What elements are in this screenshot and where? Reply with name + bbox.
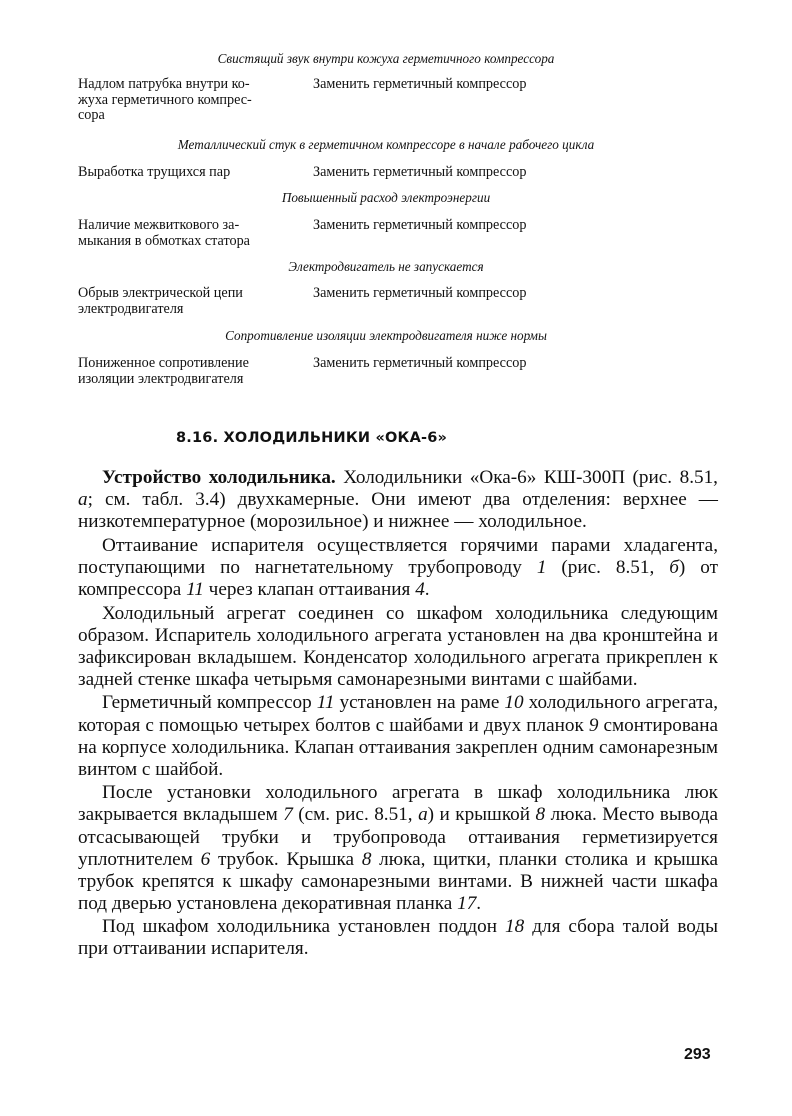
figure-reference: 6 [200,848,211,870]
fault-cause: Выработка трущихся пар [78,164,231,180]
figure-reference: 11 [316,692,335,714]
body-paragraph: После установки холодильного агрегата в шкаф холодильника люк закрывается вкладышем 7 (см. рис. 8.51, а) и крышкой 8 люка. Место вывода отсасывающей трубки и трубопровода оттаивания герметизируется уплотнителем 6 трубок. Крышка 8 люка, щитки, планки столика и крышка трубок крепятся к шкафу самонарезными винтами. В нижней части шкафа под дверью установлена декоративная планка 17. [78,782,719,914]
fault-remedy: Заменить герметичный компрессор [313,285,527,301]
figure-reference: 9 [588,714,599,736]
fault-heading: Сопротивление изоляции электродвигателя ниже нормы [225,328,547,343]
figure-reference: 10 [504,692,524,714]
body-paragraph: Холодильный агрегат соединен со шкафом холодильника следующим образом. Испаритель холодильного агрегата установлен на два кронштейна и зафиксирован вкладышем. Конденсатор холодильного агрегата прикреплен к задней стенке шкафа четырьмя самонарезными винтами с шайбами. [78,602,718,690]
fault-row [78,165,718,181]
page-number: 293 [684,1046,711,1063]
fault-remedy: Заменить герметичный компрессор [313,164,527,180]
fault-cause: Надлом патрубка внутри ко- жуха герметичного компрес- сора [78,76,252,123]
fault-cause: Наличие межвиткового за- мыкания в обмотках статора [78,217,250,249]
body-paragraph: Оттаивание испарителя осуществляется горячими парами хладагента, поступающими по нагнетательному трубопроводу 1 (рис. 8.51, б) от компрессора 11 через клапан оттаивания 4. [78,534,718,600]
fault-row [78,286,718,317]
figure-reference: 8 [361,848,372,870]
fault-cause: Обрыв электрической цепи электродвигателя [78,285,243,317]
section-title: 8.16. ХОЛОДИЛЬНИКИ «ОКА-6» [176,430,448,446]
body-text [78,467,718,961]
figure-reference: 17 [457,892,477,914]
body-paragraph: Под шкафом холодильника установлен поддон 18 для сбора талой воды при оттаивании испарителя. [78,916,718,960]
fault-remedy: Заменить герметичный компрессор [313,355,527,371]
paragraph-lead: Устройство холодильника. [102,467,336,488]
fault-heading: Электродвигатель не запускается [288,259,484,274]
figure-reference: 1 [536,556,547,578]
body-paragraph: Герметичный компрессор 11 установлен на раме 10 холодильного агрегата, которая с помощью четырех болтов с шайбами и двух планок 9 смонтирована на корпусе холодильника. Клапан оттаивания закреплен одним самонарезным винтом с шайбой. [78,692,719,780]
fault-row [78,218,718,249]
figure-reference: а [418,804,428,826]
fault-heading: Свистящий звук внутри кожуха герметичного компрессора [217,51,555,66]
figure-reference: б [669,556,679,578]
body-paragraph: Устройство холодильника. Холодильники «Ока-6» КШ-300П (рис. 8.51, а; см. табл. 3.4) двухкамерные. Они имеют два отделения: верхнее — низкотемпературное (морозильное) и нижнее — холодильное. [78,467,718,533]
fault-cause: Пониженное сопротивление изоляции электродвигателя [78,355,249,387]
fault-row [78,77,718,124]
figure-reference: а [78,489,88,511]
fault-heading: Металлический стук в герметичном компрессоре в начале рабочего цикла [177,137,595,152]
fault-row [78,356,718,387]
figure-reference: 11 [186,578,204,600]
fault-remedy: Заменить герметичный компрессор [313,217,527,233]
figure-reference: 7 [283,804,293,826]
figure-reference: 18 [505,916,525,938]
fault-remedy: Заменить герметичный компрессор [313,76,527,92]
figure-reference: 4 [415,578,425,600]
fault-heading: Повышенный расход электроэнергии [281,190,491,205]
figure-reference: 8 [535,804,546,826]
